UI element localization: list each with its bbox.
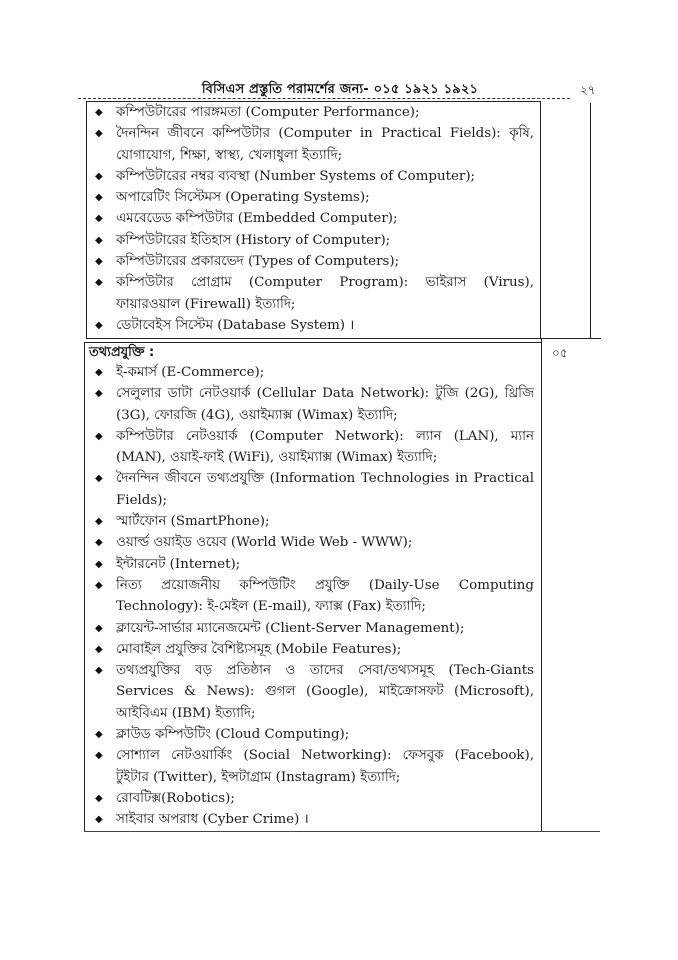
list-item-text: কম্পিউটারের পারঙ্গমতা (Computer Performance); [116,105,420,120]
list-item-text: ইন্টারনেট (Internet); [116,556,241,572]
list-item [92,468,534,511]
list-item-text: কম্পিউটারের প্রকারভেদ (Types of Computers); [116,254,400,270]
list-item [92,511,534,532]
list-item [92,251,534,272]
list-item-text: কম্পিউটার প্রোগ্রাম (Computer Program): ভাইরাস (Virus), ফায়ারওয়াল (Firewall) ইত্যাদি; [116,275,534,312]
list-item [92,660,534,724]
list-item-text: কম্পিউটার নেটওয়ার্ক (Computer Network): ল্যান (LAN), ম্যান (MAN), ওয়াই-ফাই (WiFi), ওয়াইম্যাক্স (Wimax) ইত্যাদি; [116,428,534,466]
computer-topics-list [92,102,534,336]
list-item-text: দৈনন্দিন জীবনে কম্পিউটার (Computer in Practical Fields): কৃষি, যোগাযোগ, শিক্ষা, স্বাস্থ্য, খেলাধুলা ইত্যাদি; [116,126,534,163]
section-divider [86,338,601,339]
diamond-bullet-icon: ◆ [95,537,103,549]
page-number: ২৭ [580,83,596,97]
list-item [92,639,534,660]
list-item [92,809,534,830]
diamond-bullet-icon: ◆ [95,665,103,677]
list-item-text: মোবাইল প্রযুক্তির বৈশিষ্ট্যসমূহ (Mobile Features); [116,641,402,657]
list-item-text: কম্পিউটারের ইতিহাস (History of Computer); [116,232,391,248]
list-item-text: ই-কমার্স (E-Commerce); [116,365,265,380]
list-item-text: রোবটিক্স(Robotics); [116,790,235,806]
ict-section-heading: তথ্যপ্রযুক্তি : [89,345,155,360]
ict-section-marks: ০৫ [552,346,568,360]
diamond-bullet-icon: ◆ [95,128,103,140]
diamond-bullet-icon: ◆ [95,256,103,268]
diamond-bullet-icon: ◆ [95,388,103,400]
list-item [92,187,534,208]
list-item [92,123,534,166]
list-item [92,618,534,639]
list-item-text: সেলুলার ডাটা নেটওয়ার্ক (Cellular Data Network): টুজি (2G), থ্রিজি (3G), ফোরজি (4G), ওয়াইম্যাক্স (Wimax) ইত্যাদি; [116,386,534,423]
list-item [92,315,534,336]
list-item [92,788,534,809]
diamond-bullet-icon: ◆ [95,792,103,804]
list-item-text: ডেটাবেইস সিস্টেম (Database System) । [116,317,355,333]
header-dashed-rule [78,98,570,99]
list-item-text: তথ্যপ্রযুক্তির বড় প্রতিষ্ঠান ও তাদের সেবা/তথ্যসমূহ (Tech-Giants Services & News): গুগল (Google), মাইক্রোসফট (Microsoft), আইবিএম (IBM) ইত্যাদি; [116,663,534,721]
list-item-text: অপারেটিং সিস্টেমস (Operating Systems); [116,190,370,206]
list-item [92,102,534,123]
diamond-bullet-icon: ◆ [95,192,103,204]
list-item [92,724,534,745]
marks-column-divider [541,338,542,832]
ict-topics-list [92,362,534,831]
diamond-bullet-icon: ◆ [95,234,103,246]
list-item-text: এমবেডেড কম্পিউটার (Embedded Computer); [116,211,398,227]
list-item-text: ওয়ার্ল্ড ওয়াইড ওয়েব (World Wide Web - WWW); [116,535,413,551]
list-item [92,362,534,383]
header-title: বিসিএস প্রস্তুতি পরামর্শের জন্য- ০১৫ ১৯২১ ১৯২১ [201,82,479,97]
list-item [92,272,534,315]
diamond-bullet-icon: ◆ [95,814,103,826]
list-item [92,745,534,788]
list-item-text: সাইবার অপরাধ (Cyber Crime) । [116,812,309,828]
list-item-text: ক্লায়েন্ট-সার্ভার ম্যানেজমেন্ট (Client-Server Management); [116,620,465,636]
list-item [92,208,534,229]
list-item-text: ক্লাউড কম্পিউটিং (Cloud Computing); [116,727,350,743]
diamond-bullet-icon: ◆ [95,367,103,378]
diamond-bullet-icon: ◆ [95,107,103,118]
diamond-bullet-icon: ◆ [95,558,103,570]
diamond-bullet-icon: ◆ [95,643,103,655]
list-item-text: কম্পিউটারের নম্বর ব্যবস্থা (Number Systems of Computer); [116,168,476,184]
list-item-text: নিত্য প্রয়োজনীয় কম্পিউটিং প্রযুক্তি (Daily-Use Computing Technology): ই-মেইল (E-mail), ফ্যাক্স (Fax) ইত্যাদি; [116,577,534,615]
page-header [80,78,600,100]
diamond-bullet-icon: ◆ [95,213,103,225]
diamond-bullet-icon: ◆ [95,622,103,634]
diamond-bullet-icon: ◆ [95,277,103,289]
marks-column-border [590,103,591,339]
list-item [92,532,534,553]
list-item [92,554,534,575]
diamond-bullet-icon: ◆ [95,473,103,485]
list-item [92,230,534,251]
diamond-bullet-icon: ◆ [95,319,103,331]
list-item [92,426,534,469]
list-item [92,383,534,426]
diamond-bullet-icon: ◆ [95,750,103,762]
list-item [92,575,534,618]
diamond-bullet-icon: ◆ [95,430,103,442]
diamond-bullet-icon: ◆ [95,170,103,182]
diamond-bullet-icon: ◆ [95,516,103,528]
list-item-text: সোশ্যাল নেটওয়ার্কিং (Social Networking): ফেসবুক (Facebook), টুইটার (Twitter), ইন্সটাগ্রাম (Instagram) ইত্যাদি; [116,748,534,785]
diamond-bullet-icon: ◆ [95,579,103,591]
table-bottom-border [84,831,600,832]
diamond-bullet-icon: ◆ [95,729,103,741]
list-item-text: স্মার্টফোন (SmartPhone); [116,514,270,530]
list-item-text: দৈনন্দিন জীবনে তথ্যপ্রযুক্তি (Information Technologies in Practical Fields); [116,471,534,508]
list-item [92,166,534,187]
